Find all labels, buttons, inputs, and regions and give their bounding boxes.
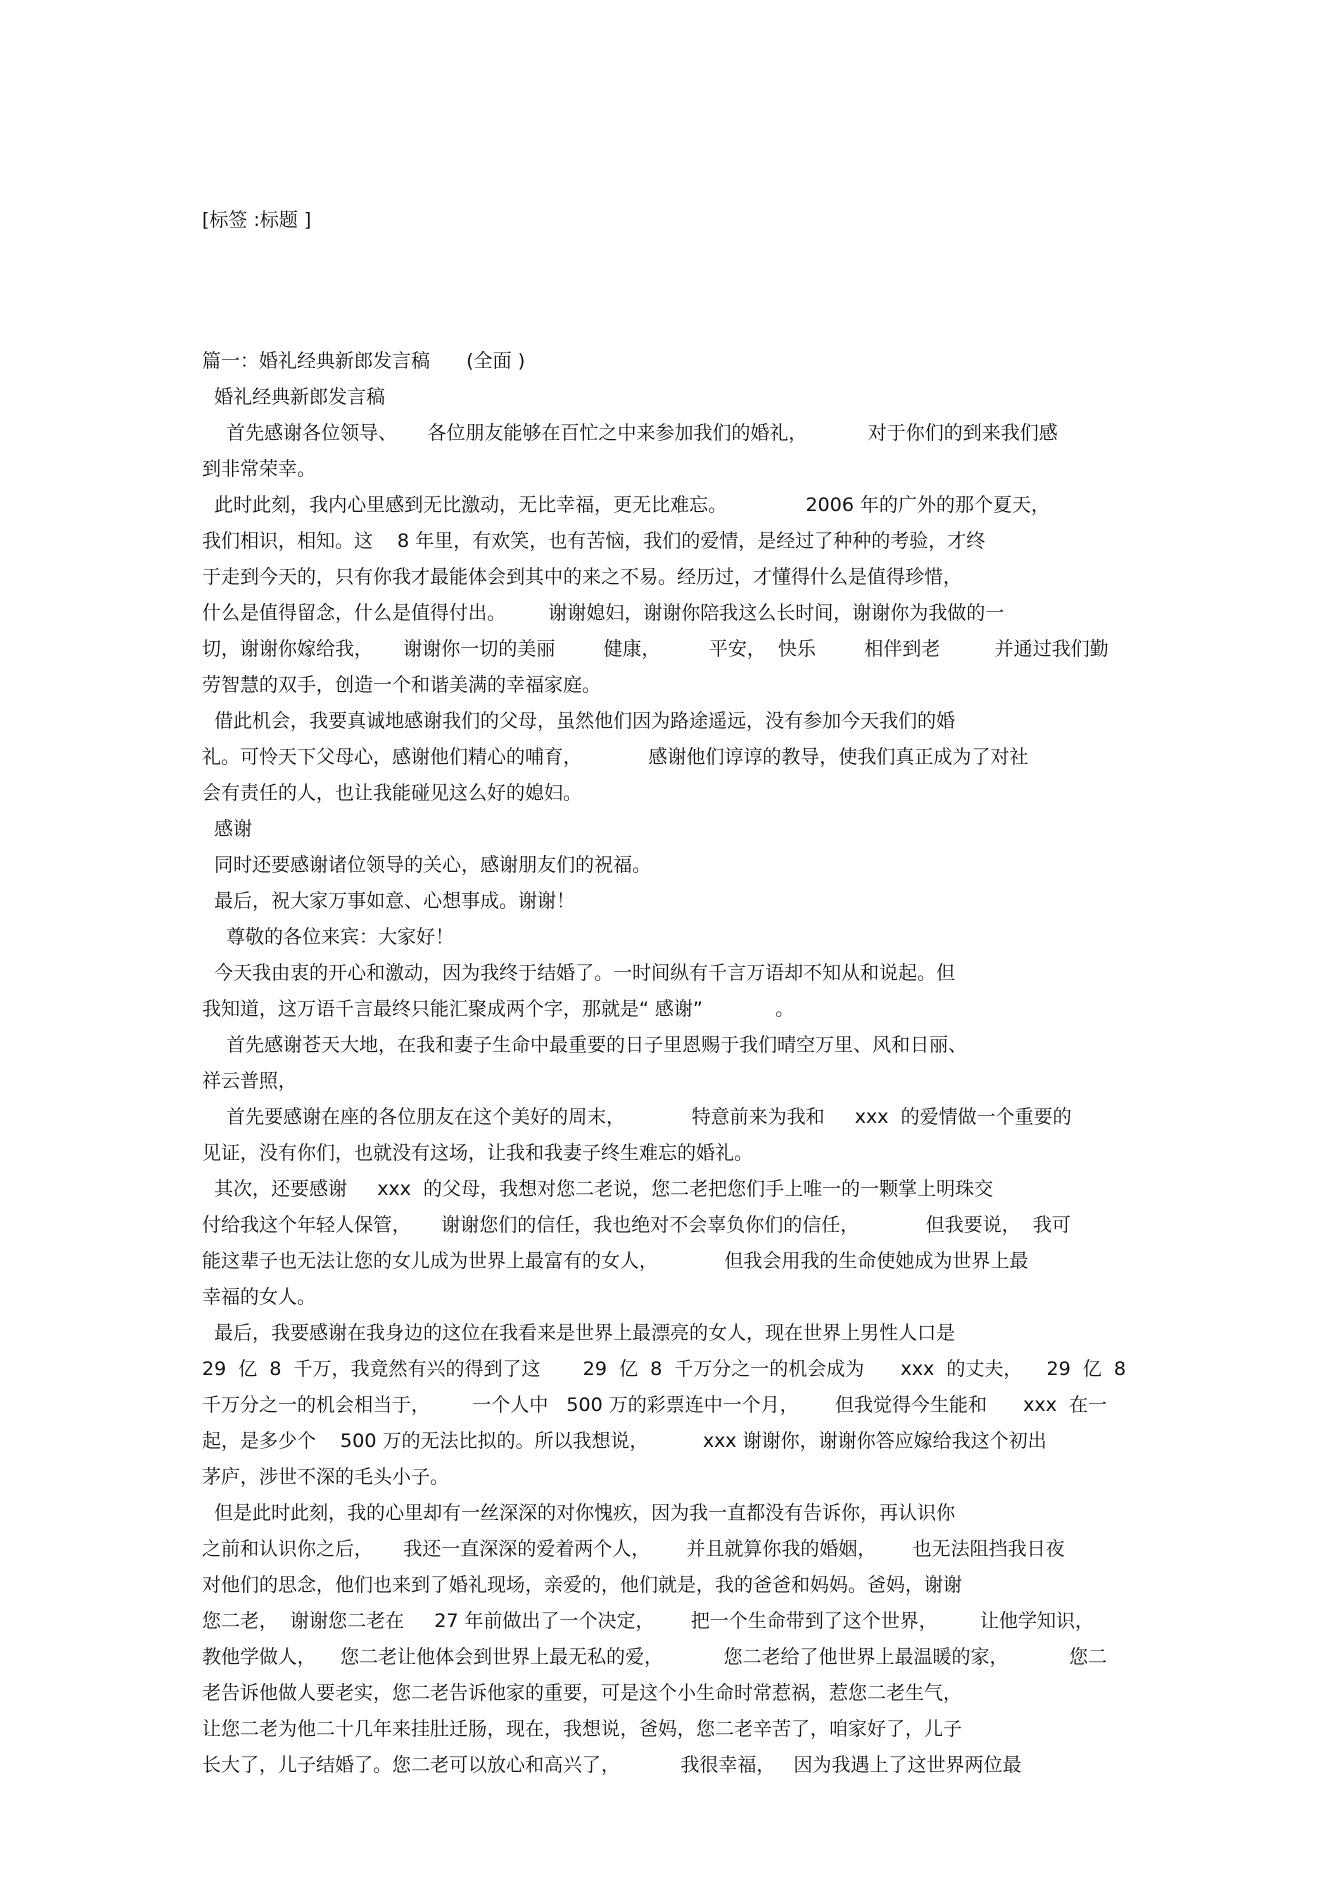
text-line: 老告诉他做人要老实，您二老告诉他家的重要，可是这个小生命时常惹祸，惹您二老生气， — [202, 1682, 963, 1704]
text-line: 祥云普照， — [202, 1070, 298, 1092]
text-line: 此时此刻，我内心里感到无比激动，无比幸福，更无比难忘。 2006 年的广外的那个夏天， — [202, 494, 1050, 516]
text-line: 最后，祝大家万事如意、心想事成。谢谢！ — [202, 890, 576, 912]
text-line: 长大了，儿子结婚了。您二老可以放心和高兴了， 我很幸福， 因为我遇上了这世界两位最 — [202, 1754, 1022, 1776]
text-line: 能这辈子也无法让您的女儿成为世界上最富有的女人， 但我会用我的生命使她成为世界上最 — [202, 1250, 1029, 1272]
text-line: 今天我由衷的开心和激动，因为我终于结婚了。一时间纵有千言万语却不知从和说起。但 — [202, 962, 956, 984]
subtitle-line: 婚礼经典新郎发言稿 — [202, 386, 386, 408]
text-line: 会有责任的人，也让我能碰见这么好的媳妇。 — [202, 782, 583, 804]
tag-label: [标签 :标题 ] — [202, 209, 312, 231]
text-line: 首先要感谢在座的各位朋友在这个美好的周末， 特意前来为我和 xxx 的爱情做一个重要的 — [202, 1106, 1072, 1128]
text-line: 借此机会，我要真诚地感谢我们的父母，虽然他们因为路途遥远，没有参加今天我们的婚 — [202, 710, 956, 732]
text-line: 什么是值得留念，什么是值得付出。 谢谢媳妇，谢谢你陪我这么长时间，谢谢你为我做的一 — [202, 602, 1005, 624]
text-line: 见证，没有你们，也就没有这场，让我和我妻子终生难忘的婚礼。 — [202, 1142, 754, 1164]
text-line: 同时还要感谢诸位领导的关心，感谢朋友们的祝福。 — [202, 854, 652, 876]
text-line: 到非常荣幸。 — [202, 458, 317, 480]
text-line: 千万分之一的机会相当于， 一个人中 500 万的彩票连中一个月， 但我觉得今生能和 xxx 在一 — [202, 1394, 1107, 1416]
text-line: 劳智慧的双手，创造一个和谐美满的幸福家庭。 — [202, 674, 602, 696]
text-line: 茅庐，涉世不深的毛头小子。 — [202, 1466, 450, 1488]
text-line: 我们相识，相知。这 8 年里，有欢笑，也有苦恼，我们的爱情，是经过了种种的考验，才终 — [202, 530, 986, 552]
heading-line: 篇一：婚礼经典新郎发言稿 (全面 ) — [202, 350, 526, 372]
text-line: 29 亿 8 千万，我竟然有兴的得到了这 29 亿 8 千万分之一的机会成为 xxx 的丈夫， 29 亿 8 — [202, 1358, 1126, 1380]
text-line: 其次，还要感谢 xxx 的父母，我想对您二老说，您二老把您们手上唯一的一颗掌上明珠交 — [202, 1178, 994, 1200]
text-line: 尊敬的各位来宾：大家好！ — [202, 926, 455, 948]
text-line: 首先感谢苍天大地，在我和妻子生命中最重要的日子里恩赐于我们晴空万里、风和日丽、 — [202, 1034, 968, 1056]
text-line: 切，谢谢你嫁给我， 谢谢你一切的美丽 健康， 平安， 快乐 相伴到老 并通过我们勤 — [202, 638, 1109, 660]
text-line: 于走到今天的，只有你我才最能体会到其中的来之不易。经历过，才懂得什么是值得珍惜， — [202, 566, 963, 588]
text-line: 之前和认识你之后， 我还一直深深的爱着两个人， 并且就算你我的婚姻， 也无法阻挡我日夜 — [202, 1538, 1065, 1560]
text-line: 首先感谢各位领导、 各位朋友能够在百忙之中来参加我们的婚礼， 对于你们的到来我们感 — [202, 422, 1058, 444]
document-body — [202, 343, 1162, 1783]
text-line: 幸福的女人。 — [202, 1286, 317, 1308]
text-line: 感谢 — [202, 818, 253, 840]
text-line: 教他学做人， 您二老让他体会到世界上最无私的爱， 您二老给了他世界上最温暖的家， 您二 — [202, 1646, 1107, 1668]
text-line: 付给我这个年轻人保管， 谢谢您们的信任，我也绝对不会辜负你们的信任， 但我要说， 我可 — [202, 1214, 1071, 1236]
text-line: 我知道，这万语千言最终只能汇聚成两个字，那就是“ 感谢” 。 — [202, 998, 795, 1020]
text-line: 礼。可怜天下父母心，感谢他们精心的哺育， 感谢他们谆谆的教导，使我们真正成为了对社 — [202, 746, 1029, 768]
text-line: 起，是多少个 500 万的无法比拟的。所以我想说， xxx 谢谢你，谢谢你答应嫁给我这个初出 — [202, 1430, 1047, 1452]
text-line: 但是此时此刻，我的心里却有一丝深深的对你愧疚，因为我一直都没有告诉你，再认识你 — [202, 1502, 956, 1524]
text-line: 对他们的思念，他们也来到了婚礼现场，亲爱的，他们就是，我的爸爸和妈妈。爸妈，谢谢 — [202, 1574, 963, 1596]
text-line: 最后，我要感谢在我身边的这位在我看来是世界上最漂亮的女人，现在世界上男性人口是 — [202, 1322, 956, 1344]
text-line: 您二老， 谢谢您二老在 27 年前做出了一个决定， 把一个生命带到了这个世界， 让他学知识， — [202, 1610, 1095, 1632]
text-line: 让您二老为他二十几年来挂肚迁肠，现在，我想说，爸妈，您二老辛苦了，咱家好了，儿子 — [202, 1718, 963, 1740]
